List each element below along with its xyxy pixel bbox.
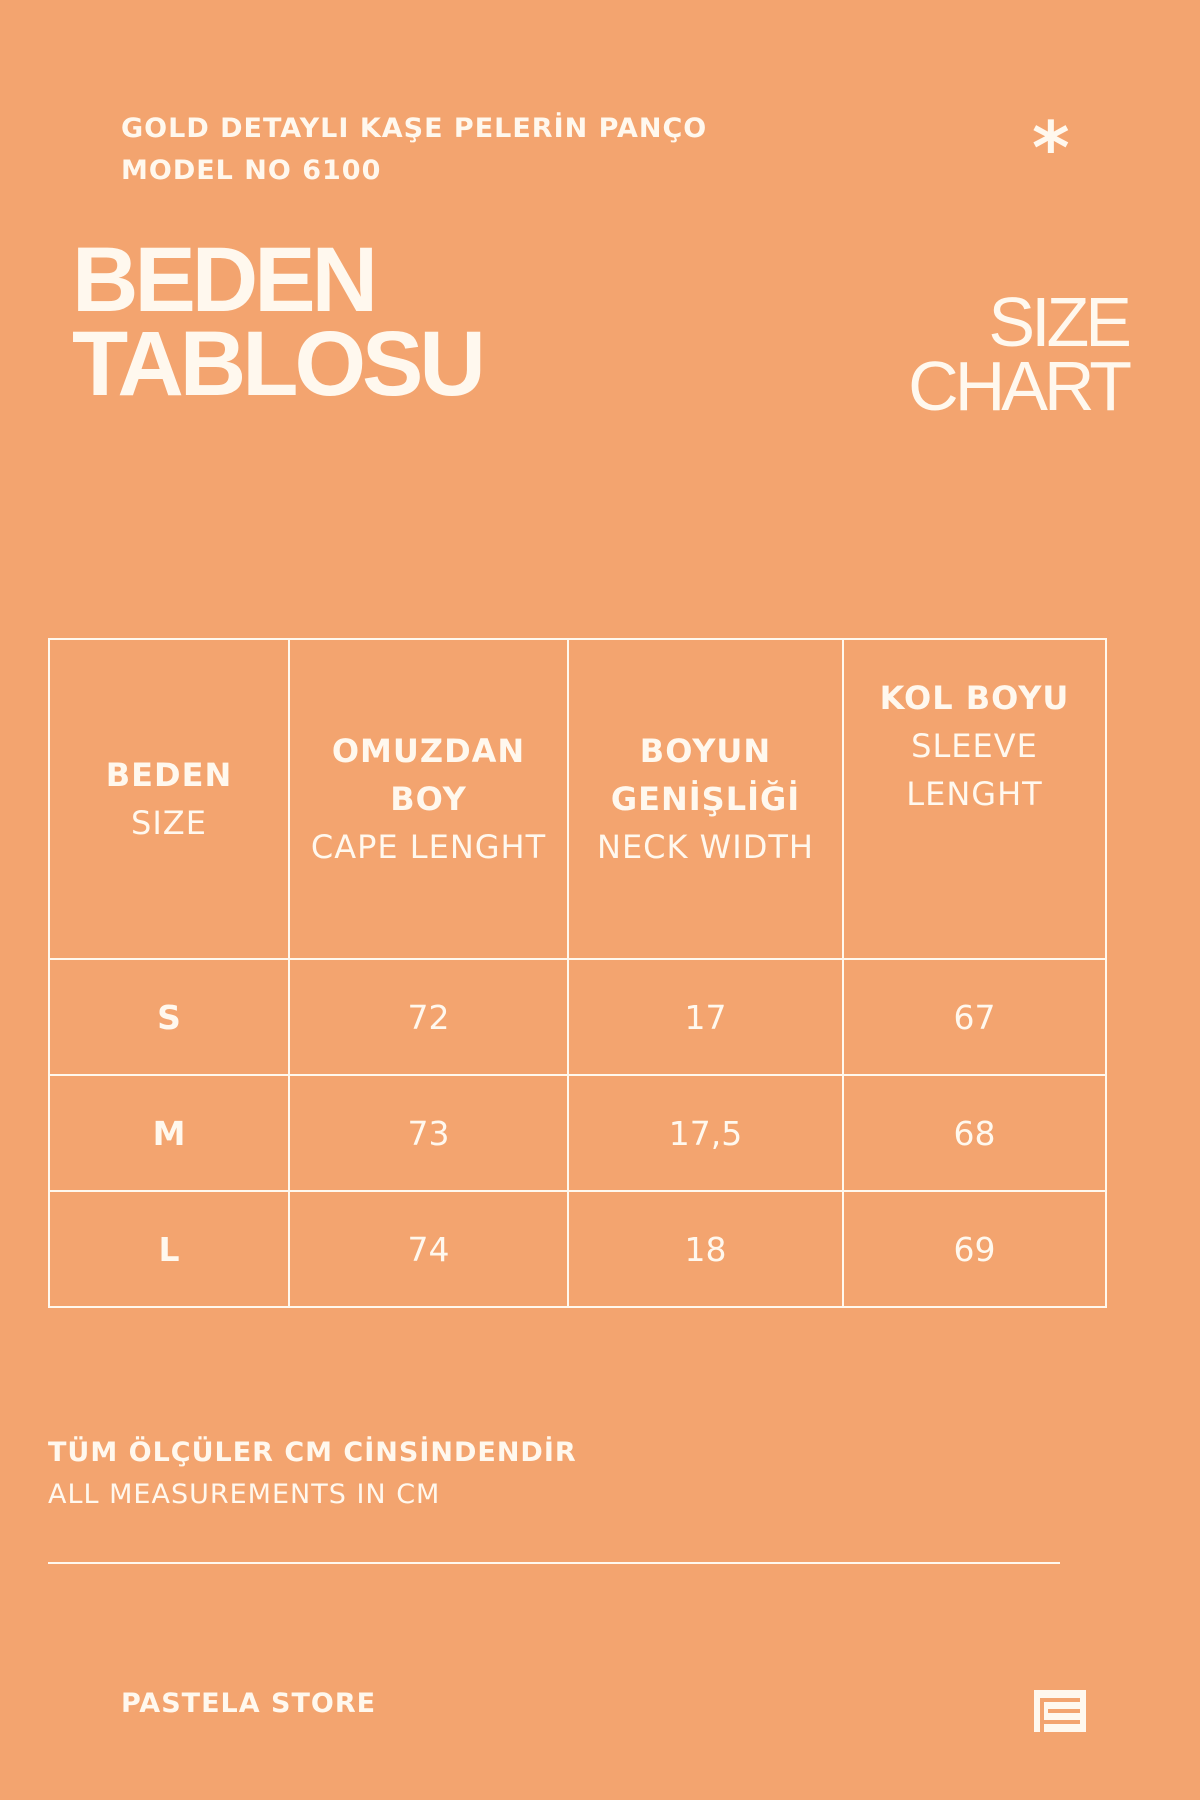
sleeve-cell: 69 — [843, 1191, 1106, 1307]
size-cell: S — [49, 959, 289, 1075]
header-cape-en: CAPE LENGHT — [310, 828, 547, 866]
header-size-tr: BEDEN — [105, 756, 233, 794]
subtitle-line-1: SIZE — [988, 283, 1128, 361]
header-size — [49, 639, 289, 959]
neck-cell: 17,5 — [568, 1075, 843, 1191]
page-title — [72, 229, 482, 415]
size-cell: M — [49, 1075, 289, 1191]
cape-cell: 74 — [289, 1191, 568, 1307]
neck-cell: 18 — [568, 1191, 843, 1307]
header-sleeve — [843, 639, 1106, 959]
cape-cell: 72 — [289, 959, 568, 1075]
page-subtitle — [908, 283, 1128, 425]
measurement-note — [48, 1432, 577, 1516]
header-sleeve-en: SLEEVE LENGHT — [906, 727, 1043, 813]
sleeve-cell: 68 — [843, 1075, 1106, 1191]
subtitle-line-2: CHART — [908, 347, 1128, 425]
header-cape-tr: OMUZDAN BOY — [331, 732, 526, 818]
product-name: GOLD DETAYLI KAŞE PELERİN PANÇO — [121, 113, 708, 144]
cape-cell: 73 — [289, 1075, 568, 1191]
header-neck-en: NECK WIDTH — [597, 828, 814, 866]
note-en: ALL MEASUREMENTS IN CM — [48, 1479, 441, 1510]
product-header — [121, 108, 707, 192]
note-tr: TÜM ÖLÇÜLER CM CİNSİNDENDİR — [48, 1437, 577, 1468]
table-row — [49, 1191, 1106, 1307]
model-number: MODEL NO 6100 — [121, 155, 382, 186]
table-row — [49, 959, 1106, 1075]
store-logo-icon — [1034, 1690, 1086, 1732]
title-line-1: BEDEN — [72, 229, 375, 331]
table-row — [49, 1075, 1106, 1191]
divider — [48, 1562, 1060, 1564]
neck-cell: 17 — [568, 959, 843, 1075]
header-neck-tr: BOYUN GENİŞLİĞİ — [610, 732, 801, 818]
store-name: PASTELA STORE — [121, 1688, 377, 1719]
table-header-row — [49, 639, 1106, 959]
header-sleeve-tr: KOL BOYU — [879, 679, 1070, 717]
header-cape — [289, 639, 568, 959]
title-line-2: TABLOSU — [72, 313, 482, 415]
size-cell: L — [49, 1191, 289, 1307]
sleeve-cell: 67 — [843, 959, 1106, 1075]
header-neck — [568, 639, 843, 959]
asterisk-icon: * — [1032, 106, 1070, 190]
size-table — [48, 638, 1107, 1308]
header-size-en: SIZE — [131, 804, 207, 842]
